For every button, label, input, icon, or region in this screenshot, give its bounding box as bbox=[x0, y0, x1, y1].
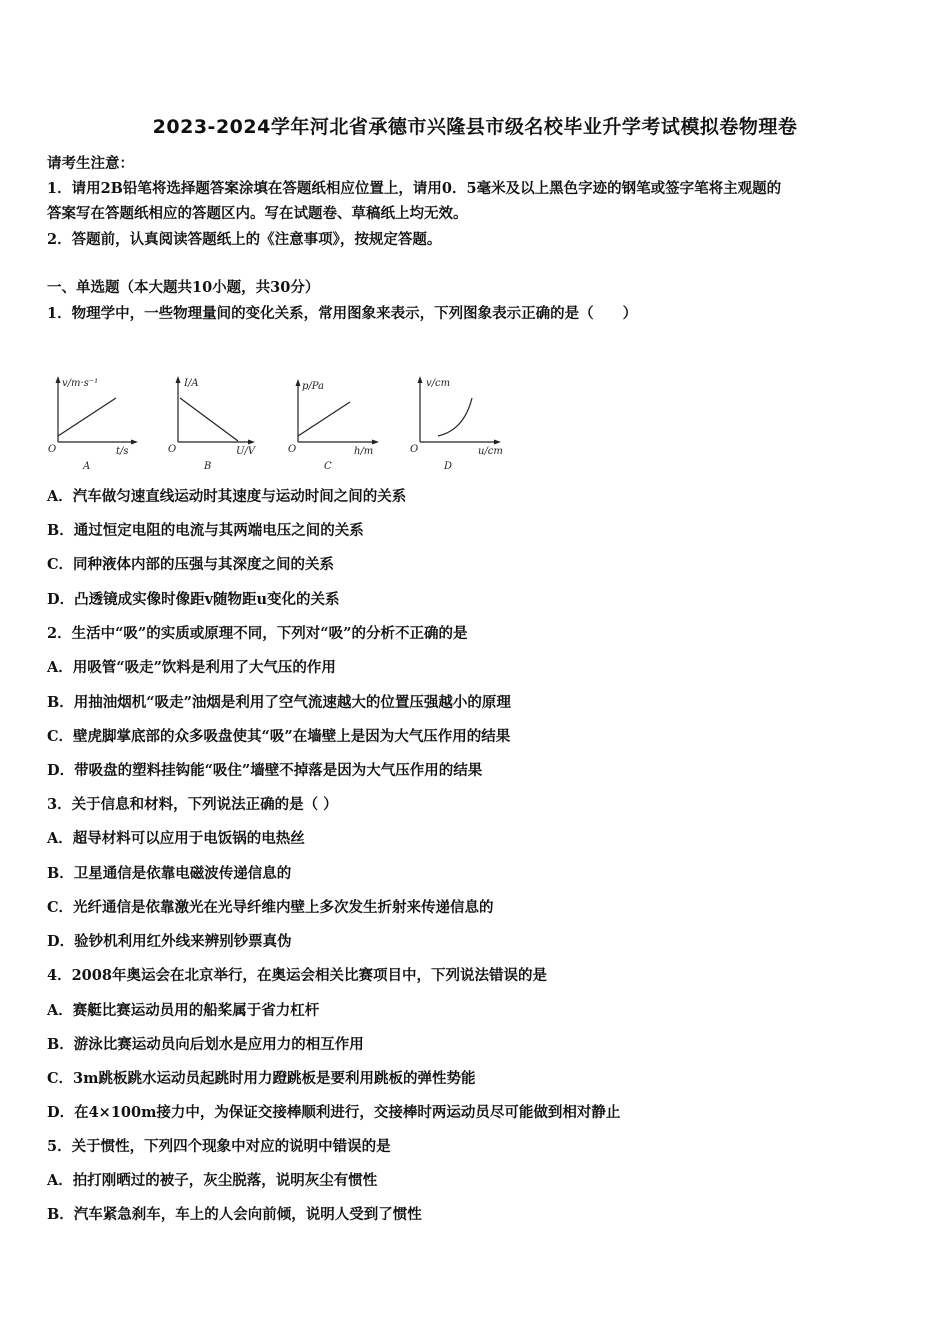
q4-option-a: A．赛艇比赛运动员用的船桨属于省力杠杆 bbox=[47, 1002, 320, 1019]
graph-d-letter: D bbox=[444, 461, 453, 472]
graph-c-letter: C bbox=[324, 461, 332, 472]
graph-c-xlabel: h/m bbox=[354, 446, 374, 457]
graph-c-ylabel: p/Pa bbox=[302, 381, 325, 392]
question-2: 2．生活中“吸”的实质或原理不同，下列对“吸”的分析不正确的是 bbox=[47, 625, 468, 642]
q5-option-a: A．拍打刚晒过的被子，灰尘脱落，说明灰尘有惯性 bbox=[47, 1172, 378, 1189]
section-heading: 一、单选题（本大题共10小题，共30分） bbox=[47, 279, 320, 296]
q3-option-d: D．验钞机利用红外线来辨别钞票真伪 bbox=[47, 933, 292, 950]
q3-option-b: B．卫星通信是依靠电磁波传递信息的 bbox=[47, 865, 292, 882]
q1-option-a: A．汽车做匀速直线运动时其速度与运动时间之间的关系 bbox=[47, 488, 407, 505]
q2-option-c: C．壁虎脚掌底部的众多吸盘使其“吸”在墙壁上是因为大气压作用的结果 bbox=[47, 728, 511, 745]
q3-option-a: A．超导材料可以应用于电饭锅的电热丝 bbox=[47, 830, 305, 847]
graph-d-ylabel: v/cm bbox=[426, 378, 451, 389]
notice-line-1b: 答案写在答题纸相应的答题区内。写在试题卷、草稿纸上均无效。 bbox=[47, 205, 468, 222]
graph-c-origin: O bbox=[288, 444, 297, 455]
q4-option-d: D．在4×100m接力中，为保证交接棒顺利进行，交接棒时两运动员尽可能做到相对静止 bbox=[47, 1104, 621, 1121]
graph-b-xlabel: U/V bbox=[236, 446, 256, 457]
question-4: 4．2008年奥运会在北京举行，在奥运会相关比赛项目中，下列说法错误的是 bbox=[47, 967, 547, 984]
notice-line-1: 1．请用2B铅笔将选择题答案涂填在答题纸相应位置上，请用0．5毫米及以上黑色字迹的钢笔或签字笔将主观题的 bbox=[47, 180, 782, 197]
graph-b-letter: B bbox=[204, 461, 212, 472]
graph-d-origin: O bbox=[410, 444, 419, 455]
q5-option-b: B．汽车紧急刹车，车上的人会向前倾，说明人受到了惯性 bbox=[47, 1206, 422, 1223]
graph-b bbox=[160, 374, 280, 474]
graph-b-origin: O bbox=[168, 444, 177, 455]
question-5: 5．关于惯性，下列四个现象中对应的说明中错误的是 bbox=[47, 1138, 391, 1155]
graph-a-ylabel: v/m·s⁻¹ bbox=[62, 378, 99, 389]
graph-d-xlabel: u/cm bbox=[478, 446, 503, 457]
q4-option-c: C．3m跳板跳水运动员起跳时用力蹬跳板是要利用跳板的弹性势能 bbox=[47, 1070, 476, 1087]
page-title: 2023-2024学年河北省承德市兴隆县市级名校毕业升学考试模拟卷物理卷 bbox=[152, 116, 798, 138]
q1-option-c: C．同种液体内部的压强与其深度之间的关系 bbox=[47, 556, 335, 573]
notice-heading: 请考生注意： bbox=[47, 155, 134, 172]
notice-line-2: 2．答题前，认真阅读答题纸上的《注意事项》，按规定答题。 bbox=[47, 231, 442, 248]
graph-b-ylabel: I/A bbox=[184, 378, 199, 389]
q2-option-d: D．带吸盘的塑料挂钩能“吸住”墙壁不掉落是因为大气压作用的结果 bbox=[47, 762, 483, 779]
question-1: 1．物理学中，一些物理量间的变化关系，常用图象来表示，下列图象表示正确的是（ ） bbox=[47, 305, 638, 322]
q3-option-c: C．光纤通信是依靠激光在光导纤维内壁上多次发生折射来传递信息的 bbox=[47, 899, 494, 916]
graph-a-letter: A bbox=[83, 461, 91, 472]
graph-c bbox=[280, 374, 400, 474]
q4-option-b: B．游泳比赛运动员向后划水是应用力的相互作用 bbox=[47, 1036, 364, 1053]
graph-options bbox=[40, 374, 520, 474]
q1-option-b: B．通过恒定电阻的电流与其两端电压之间的关系 bbox=[47, 522, 364, 539]
graph-d bbox=[402, 374, 522, 474]
q1-option-d: D．凸透镜成实像时像距v随物距u变化的关系 bbox=[47, 591, 340, 608]
q2-option-a: A．用吸管“吸走”饮料是利用了大气压的作用 bbox=[47, 659, 336, 676]
graph-a-xlabel: t/s bbox=[116, 446, 129, 457]
graph-a-origin: O bbox=[48, 444, 57, 455]
q2-option-b: B．用抽油烟机“吸走”油烟是利用了空气流速越大的位置压强越小的原理 bbox=[47, 694, 511, 711]
graph-a bbox=[40, 374, 150, 474]
question-3: 3．关于信息和材料，下列说法正确的是（ ） bbox=[47, 796, 338, 813]
